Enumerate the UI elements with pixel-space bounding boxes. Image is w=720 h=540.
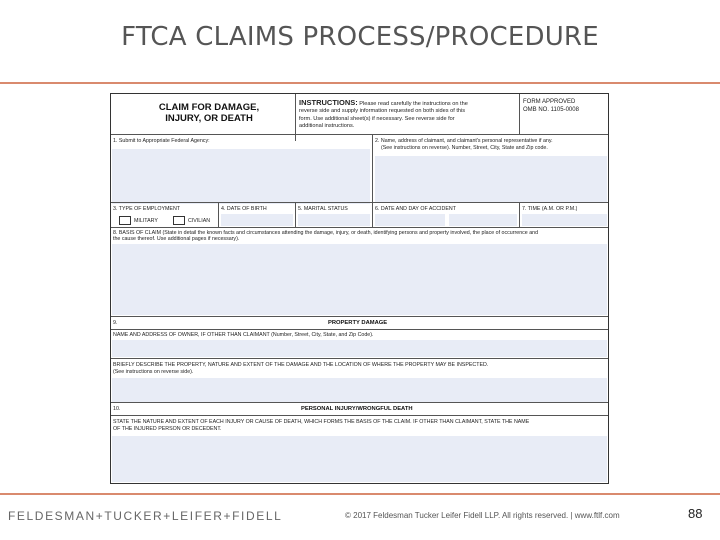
instructions-line4: additional instructions.	[299, 122, 355, 129]
row2-divider-c	[372, 202, 373, 227]
field10-input[interactable]	[112, 436, 607, 482]
field6-date-input[interactable]	[375, 214, 445, 226]
row3-bottom-rule	[111, 316, 608, 317]
civilian-label: CIVILIAN	[188, 217, 211, 224]
row1-bottom-rule	[111, 202, 608, 203]
header-divider-right	[519, 94, 520, 134]
title-divider	[0, 82, 720, 84]
instructions-line1: Please read carefully the instructions on the	[357, 101, 468, 107]
field2-label-line2: (See instructions on reverse). Number, Street, City, State and Zip code.	[381, 145, 548, 151]
page-number: 88	[688, 506, 703, 521]
field9-owner-input[interactable]	[112, 340, 607, 357]
field1-label: 1. Submit to Appropriate Federal Agency:	[113, 138, 210, 144]
form-header-title-line2: INJURY, OR DEATH	[165, 113, 253, 124]
option-civilian[interactable]	[173, 216, 210, 225]
field2-input[interactable]	[375, 156, 607, 202]
field7-label: 7. TIME (A.M. OR P.M.)	[522, 206, 578, 212]
field8-label-line2: the cause thereof. Use additional pages if necessary).	[113, 236, 240, 242]
slide-title: FTCA CLAIMS PROCESS/PROCEDURE	[121, 22, 599, 52]
field9-describe-line1: BRIEFLY DESCRIBE THE PROPERTY, NATURE AND EXTENT OF THE DAMAGE AND THE LOCATION OF WHERE THE PROPERTY MAY BE INSPECTED.	[113, 362, 489, 368]
header-bottom-rule	[111, 134, 608, 135]
row2-divider-b	[295, 202, 296, 227]
claim-form	[110, 93, 609, 484]
field6-label: 6. DATE AND DAY OF ACCIDENT	[375, 206, 456, 212]
row2-divider-a	[218, 202, 219, 227]
field8-input[interactable]	[112, 244, 607, 315]
instructions-line3: form. Use additional sheet(s) if necessary. See reverse side for	[299, 115, 455, 122]
row2-divider-d	[519, 202, 520, 227]
section9-rule	[111, 329, 608, 330]
field4-label: 4. DATE OF BIRTH	[221, 206, 267, 212]
option-military[interactable]	[119, 216, 158, 225]
form-approved-box	[523, 99, 579, 114]
section9-bottom-rule	[111, 402, 608, 403]
field2-label-line1: 2. Name, address of claimant, and claimant's personal representative if any.	[375, 138, 553, 144]
field3-label: 3. TYPE OF EMPLOYMENT	[113, 206, 181, 212]
section10-rule	[111, 415, 608, 416]
field9-owner-label: NAME AND ADDRESS OF OWNER, IF OTHER THAN CLAIMANT (Number, Street, City, State, and Zip Code).	[113, 332, 374, 338]
military-checkbox[interactable]	[119, 216, 131, 225]
footer-divider	[0, 493, 720, 495]
civilian-checkbox[interactable]	[173, 216, 185, 225]
field5-label: 5. MARITAL STATUS	[298, 206, 348, 212]
row2-bottom-rule	[111, 227, 608, 228]
instructions-line2: reverse side and supply information requested on both sides of this	[299, 108, 466, 115]
field1-input[interactable]	[112, 149, 370, 204]
instructions-label: INSTRUCTIONS:	[299, 98, 358, 107]
field7-input[interactable]	[522, 214, 607, 226]
field9-describe-input[interactable]	[112, 378, 607, 402]
form-header-title-line1: CLAIM FOR DAMAGE,	[158, 102, 260, 113]
form-approved-line1: FORM APPROVED	[523, 99, 576, 105]
field9-describe-line2: (See instructions on reverse side).	[113, 369, 194, 375]
section9-title: PROPERTY DAMAGE	[328, 320, 388, 326]
form-header-title	[129, 102, 289, 124]
military-label: MILITARY	[134, 217, 158, 224]
field4-input[interactable]	[221, 214, 293, 226]
section10-title: PERSONAL INJURY/WRONGFUL DEATH	[301, 406, 413, 412]
row1-divider	[372, 134, 373, 202]
footer-brand-logo: FELDESMAN+TUCKER+LEIFER+FIDELL	[8, 509, 283, 523]
field10-label-line2: OF THE INJURED PERSON OR DECEDENT.	[113, 426, 222, 432]
form-instructions	[299, 99, 521, 130]
form-approved-line2: OMB NO. 1105-0008	[523, 106, 579, 113]
footer-copyright: © 2017 Feldesman Tucker Leifer Fidell LLP. All rights reserved. | www.ftlf.com	[345, 511, 620, 520]
field6-day-input[interactable]	[449, 214, 517, 226]
field8-label-line1: 8. BASIS OF CLAIM (State in detail the known facts and circumstances attending the damage, injury, or death, identifying persons and property involved, the place of occurrence and	[113, 230, 539, 236]
field10-label-line1: STATE THE NATURE AND EXTENT OF EACH INJURY OR CAUSE OF DEATH, WHICH FORMS THE BASIS OF THE CLAIM. IF OTHER THAN CLAIMANT, STATE THE NAME	[113, 419, 530, 425]
field5-input[interactable]	[298, 214, 370, 226]
section9-number: 9.	[113, 320, 118, 326]
section10-number: 10.	[113, 406, 121, 412]
section9-rule-2	[111, 358, 608, 359]
